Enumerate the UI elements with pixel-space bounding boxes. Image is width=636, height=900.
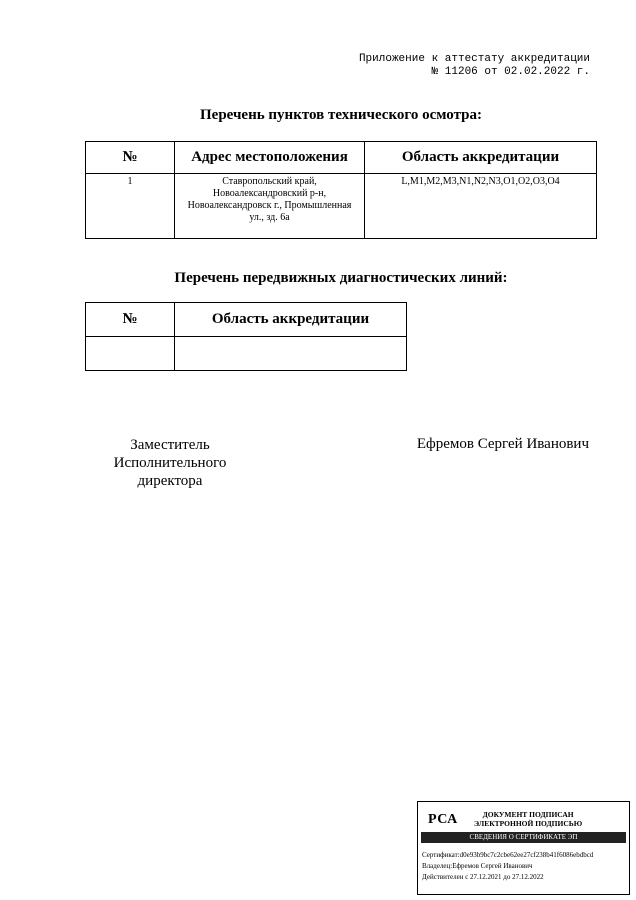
inspection-points-title: Перечень пунктов технического осмотра:	[200, 107, 482, 123]
address-line: Ставропольский край,	[222, 176, 317, 187]
certificate-line: Сертификат:d0e93b9bc7c2cbe62ee27cf238b41f6086ebdbcd	[422, 851, 594, 859]
inspection-points-table	[85, 141, 597, 239]
header-line-1: Приложение к аттестату аккредитации	[358, 53, 590, 65]
col-number: №	[86, 142, 175, 174]
validity-line: Действителен с 27.12.2021 до 27.12.2022	[422, 873, 544, 881]
signer-position	[100, 436, 240, 490]
address-line: Новоалександровск г., Промышленная	[187, 200, 352, 211]
stamp-bar: СВЕДЕНИЯ О СЕРТИФИКАТЕ ЭП	[421, 832, 626, 843]
row-number: 1	[86, 174, 175, 239]
table-header-row	[86, 142, 597, 174]
position-line: Заместитель	[130, 437, 210, 453]
empty-cell	[175, 337, 407, 371]
electronic-signature-stamp	[417, 801, 630, 895]
mobile-lines-title: Перечень передвижных диагностических линий:	[174, 270, 508, 286]
table-row	[86, 174, 597, 239]
stamp-details	[422, 850, 593, 883]
table-row	[86, 337, 407, 371]
signer-name: Ефремов Сергей Иванович	[416, 436, 589, 452]
stamp-heading-line: ДОКУМЕНТ ПОДПИСАН	[482, 810, 574, 819]
owner-line: Владелец:Ефремов Сергей Иванович	[422, 862, 533, 870]
table-header-row	[86, 303, 407, 337]
address-line: ул., зд. 6а	[249, 212, 290, 223]
position-line: директора	[137, 473, 203, 489]
col-scope: Область аккредитации	[365, 142, 597, 174]
row-address	[175, 174, 365, 239]
header-line-2: № 11206 от 02.02.2022 г.	[431, 66, 590, 78]
stamp-heading-line: ЭЛЕКТРОННОЙ ПОДПИСЬЮ	[474, 819, 583, 828]
col-number: №	[86, 303, 175, 337]
row-scope: L,M1,M2,M3,N1,N2,N3,O1,O2,O3,O4	[365, 174, 597, 239]
rsa-logo: РСА	[428, 812, 458, 827]
empty-cell	[86, 337, 175, 371]
address-line: Новоалександровский р-н,	[212, 188, 327, 199]
mobile-lines-table	[85, 302, 407, 371]
col-address: Адрес местоположения	[175, 142, 365, 174]
attachment-header	[359, 53, 590, 79]
col-scope: Область аккредитации	[175, 303, 407, 337]
position-line: Исполнительного	[113, 455, 227, 471]
stamp-heading	[474, 810, 582, 828]
